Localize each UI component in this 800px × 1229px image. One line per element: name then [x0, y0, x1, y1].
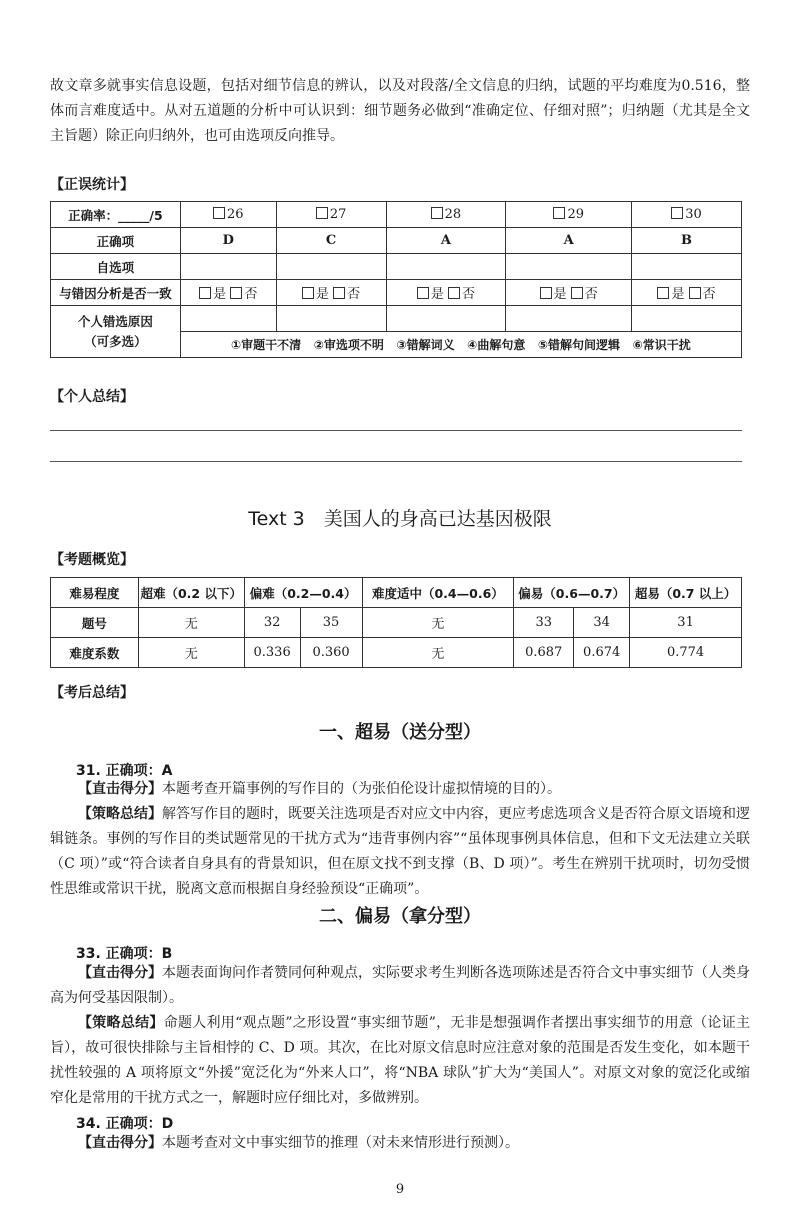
accuracy-label: 正确率：_____/5 — [51, 202, 181, 228]
reason-cell[interactable] — [506, 306, 632, 332]
coef-value: 0.674 — [574, 638, 630, 668]
self-answer-cell[interactable] — [632, 254, 742, 280]
none-cell: 无 — [138, 638, 244, 668]
checkbox-icon[interactable] — [230, 287, 242, 299]
question-27[interactable]: 27 — [276, 202, 386, 228]
direct-paragraph: 【直击得分】本题考查开篇事例的写作目的（为张伯伦设计虚拟情境的目的）。 — [78, 781, 561, 797]
coef-value: 0.360 — [300, 638, 362, 668]
checkbox-icon[interactable] — [448, 287, 460, 299]
question-title: 31. 正确项：A — [76, 763, 173, 779]
checkbox-icon[interactable] — [302, 287, 314, 299]
correct-label: 正确项 — [51, 228, 181, 254]
level-easy: 偏易（0.6—0.7） — [514, 578, 630, 608]
question-29[interactable]: 29 — [506, 202, 632, 228]
question-number: 35 — [300, 608, 362, 638]
yes-no-choice[interactable]: 是 否 — [506, 280, 632, 306]
checkbox-icon[interactable] — [199, 287, 211, 299]
stats-row-correct — [51, 228, 742, 254]
level-hard: 偏难（0.2—0.4） — [244, 578, 362, 608]
question-title: 33. 正确项：B — [76, 946, 173, 962]
stats-heading: 【正误统计】 — [50, 177, 134, 193]
summary-heading: 【个人总结】 — [50, 389, 134, 405]
question-28[interactable]: 28 — [386, 202, 506, 228]
checkbox-icon[interactable] — [213, 207, 225, 219]
self-answer-cell[interactable] — [180, 254, 276, 280]
number-label: 题号 — [51, 608, 139, 638]
page-number: 9 — [395, 1182, 405, 1197]
checkbox-icon[interactable] — [540, 287, 552, 299]
reason-option: ③错解词义 — [396, 338, 455, 352]
direct-paragraph: 【直击得分】本题表面询问作者赞同何种观点，实际要求考生判断各选项陈述是否符合文中事实细节（人类身高为何受基因限制）。 — [50, 965, 750, 1006]
reason-option: ⑥常识干扰 — [632, 338, 691, 352]
question-title: 34. 正确项：D — [76, 1116, 174, 1132]
self-answer-cell[interactable] — [386, 254, 506, 280]
level-very-hard: 超难（0.2 以下） — [138, 578, 244, 608]
question-26[interactable]: 26 — [180, 202, 276, 228]
yes-no-choice[interactable]: 是 否 — [632, 280, 742, 306]
question-30[interactable]: 30 — [632, 202, 742, 228]
text-title: Text 3 美国人的身高已达基因极限 — [248, 508, 552, 530]
difficulty-label: 难易程度 — [51, 578, 139, 608]
consistent-label: 与错因分析是否一致 — [51, 280, 181, 306]
intro-paragraph: 故文章多就事实信息设题，包括对细节信息的辨认，以及对段落/全文信息的归纳，试题的平均难度为0.516，整体而言难度适中。从对五道题的分析中可认识到：细节题务必做到“准确定位、仔细对照”；归纳题（尤其是全文主旨题）除正向归纳外，也可由选项反向推导。 — [50, 78, 750, 144]
direct-paragraph: 【直击得分】本题考查对文中事实细节的推理（对未来情形进行预测）。 — [78, 1135, 519, 1151]
reason-option: ⑤错解句间逻辑 — [537, 338, 621, 352]
level-very-easy: 超易（0.7 以上） — [630, 578, 742, 608]
stats-row-consistent — [51, 280, 742, 306]
yes-no-choice[interactable]: 是 否 — [180, 280, 276, 306]
stats-table — [50, 201, 742, 358]
coef-value: 0.336 — [244, 638, 300, 668]
correct-answer: C — [276, 228, 386, 254]
question-number: 31 — [630, 608, 742, 638]
level-medium: 难度适中（0.4—0.6） — [362, 578, 514, 608]
correct-answer: B — [632, 228, 742, 254]
correct-answer: D — [180, 228, 276, 254]
after-heading: 【考后总结】 — [50, 685, 134, 701]
correct-answer: A — [386, 228, 506, 254]
yes-no-choice[interactable]: 是 否 — [276, 280, 386, 306]
checkbox-icon[interactable] — [431, 207, 443, 219]
checkbox-icon[interactable] — [657, 287, 669, 299]
overview-table — [50, 577, 742, 668]
summary-line[interactable] — [50, 430, 742, 431]
self-label: 自选项 — [51, 254, 181, 280]
reason-label: 个人错选原因 （可多选） — [51, 306, 181, 358]
question-number: 34 — [574, 608, 630, 638]
checkbox-icon[interactable] — [571, 287, 583, 299]
checkbox-icon[interactable] — [671, 207, 683, 219]
self-answer-cell[interactable] — [506, 254, 632, 280]
self-answer-cell[interactable] — [276, 254, 386, 280]
none-cell: 无 — [138, 608, 244, 638]
correct-answer: A — [506, 228, 632, 254]
checkbox-icon[interactable] — [316, 207, 328, 219]
checkbox-icon[interactable] — [689, 287, 701, 299]
coef-value: 0.774 — [630, 638, 742, 668]
question-number: 32 — [244, 608, 300, 638]
section-heading: 一、超易（送分型） — [319, 722, 481, 743]
reason-cell[interactable] — [386, 306, 506, 332]
yes-no-choice[interactable]: 是 否 — [386, 280, 506, 306]
reason-options — [180, 332, 741, 358]
checkbox-icon[interactable] — [553, 207, 565, 219]
checkbox-icon[interactable] — [333, 287, 345, 299]
reason-option: ②审选项不明 — [313, 338, 384, 352]
coef-label: 难度系数 — [51, 638, 139, 668]
strategy-paragraph: 【策略总结】解答写作目的题时，既要关注选项是否对应文中内容，更应考虑选项含义是否符合原文语境和逻辑链条。事例的写作目的类试题常见的干扰方式为“违背事例内容”“虽体现事例具体信息，但和下文无法建立关联（C 项）”或“符合读者自身具有的背景知识，但在原文找不到支撑（B、D 项）”。考生在辨别干扰项时，切勿受惯性思维或常识干扰，脱离文意而根据自身经验预设“正确项”。 — [50, 806, 750, 897]
overview-heading: 【考题概览】 — [50, 552, 134, 568]
reason-cell[interactable] — [632, 306, 742, 332]
summary-line[interactable] — [50, 461, 742, 462]
stats-row-questions — [51, 202, 742, 228]
checkbox-icon[interactable] — [417, 287, 429, 299]
reason-cell[interactable] — [276, 306, 386, 332]
reason-option: ①审题干不清 — [231, 338, 302, 352]
none-cell: 无 — [362, 638, 514, 668]
question-number: 33 — [514, 608, 574, 638]
stats-row-self — [51, 254, 742, 280]
none-cell: 无 — [362, 608, 514, 638]
stats-row-reason-blank — [51, 306, 742, 332]
reason-cell[interactable] — [180, 306, 276, 332]
strategy-paragraph: 【策略总结】命题人利用“观点题”之形设置“事实细节题”，无非是想强调作者摆出事实细节的用意（论证主旨），故可很快排除与主旨相悖的 C、D 项。其次，在比对原文信息时应注意对象的范围是否发生变化，如本题干扰性较强的 A 项将原文“外援”宽泛化为“外来人口”，将“NBA 球队”扩大为“美国人”。对原文对象的宽泛化或缩窄化是常用的干扰方式之一，解题时应仔细比对，多做辨别。 — [50, 1015, 750, 1106]
coef-value: 0.687 — [514, 638, 574, 668]
reason-option: ④曲解句意 — [467, 338, 526, 352]
section-heading: 二、偏易（拿分型） — [319, 906, 481, 927]
